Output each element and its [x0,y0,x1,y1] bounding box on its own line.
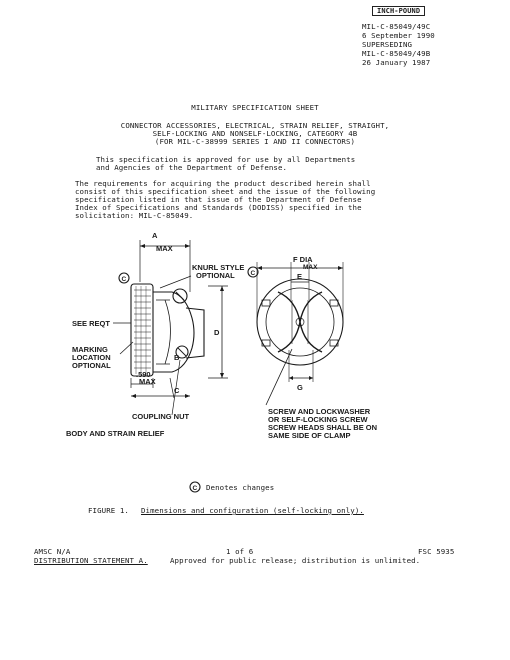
page-number: 1 of 6 [226,547,254,556]
requirements-line-5: solicitation: MIL-C-85049. [75,211,194,220]
inch-pound-stamp: INCH-POUND [372,6,425,16]
figure-caption-label: FIGURE 1. [88,506,129,515]
marking-label-3: OPTIONAL [72,361,111,370]
legend-symbol: C [192,485,198,492]
requirements-line-3: specification listed in that issue of the Department of Defense [75,195,362,204]
dim-590-max-label: MAX [139,377,156,386]
release-statement: Approved for public release; distribution is unlimited. [170,556,421,565]
dim-b-label: B [174,353,180,362]
legend-text: Denotes changes [206,483,275,492]
dim-d-label: D [214,328,220,337]
superseding-label: SUPERSEDING [362,40,413,49]
approval-line-2: and Agencies of the Department of Defense. [96,163,288,172]
marking-label-1: MARKING [72,345,108,354]
document-number: MIL-C-85049/49C [362,22,431,31]
requirements-line-4: Index of Specifications and Standards (DODISS) specified in the [75,203,362,212]
figure-caption-text: Dimensions and configuration (self-locking only). [141,506,364,515]
title-line-3: (FOR MIL-C-38999 SERIES I AND II CONNECTORS) [154,137,356,146]
screw-note-line-1: SCREW AND LOCKWASHER [268,407,371,416]
knurl-label-1: KNURL STYLE [192,263,245,272]
knurl-label-2: OPTIONAL [196,271,235,280]
dim-a-max-label: MAX [156,244,173,253]
change-mark-right: C [250,270,256,277]
change-mark-left: C [121,276,127,283]
dim-590-label: .590 [136,370,151,379]
screw-note-line-3: SCREW HEADS SHALL BE ON [268,423,378,432]
fsc-label: FSC 5935 [418,547,455,556]
body-strain-label: BODY AND STRAIN RELIEF [66,429,165,438]
dim-f-max-label: MAX [303,264,318,271]
superseded-number: MIL-C-85049/49B [362,49,431,58]
see-reqt-label: SEE REQT [72,319,110,328]
dim-c-label: C [174,386,180,395]
amsc-label: AMSC N/A [34,547,71,556]
screw-note-line-4: SAME SIDE OF CLAMP [268,431,351,440]
coupling-nut-label: COUPLING NUT [132,412,190,421]
title-line-2: SELF-LOCKING AND NONSELF-LOCKING, CATEGORY 4B [152,129,358,138]
dim-f-label: F DIA [293,255,313,264]
superseded-date: 26 January 1987 [362,58,431,67]
title-line-1: CONNECTOR ACCESSORIES, ELECTRICAL, STRAIN RELIEF, STRAIGHT, [120,121,390,130]
dim-a-label: A [152,231,158,240]
dim-e-label: E [297,272,303,281]
dim-g-label: G [297,383,303,392]
marking-label-2: LOCATION [72,353,111,362]
distribution-statement: DISTRIBUTION STATEMENT A. [34,556,148,565]
requirements-line-1: The requirements for acquiring the product described herein shall [75,179,371,188]
document-date: 6 September 1990 [362,31,435,40]
approval-line-1: This specification is approved for use by all Departments [96,155,356,164]
requirements-line-2: consist of this specification sheet and the issue of the following [75,187,376,196]
end-view-drawing [248,262,343,405]
sheet-title: MILITARY SPECIFICATION SHEET [191,103,319,112]
screw-note-line-2: OR SELF-LOCKING SCREW [268,415,368,424]
